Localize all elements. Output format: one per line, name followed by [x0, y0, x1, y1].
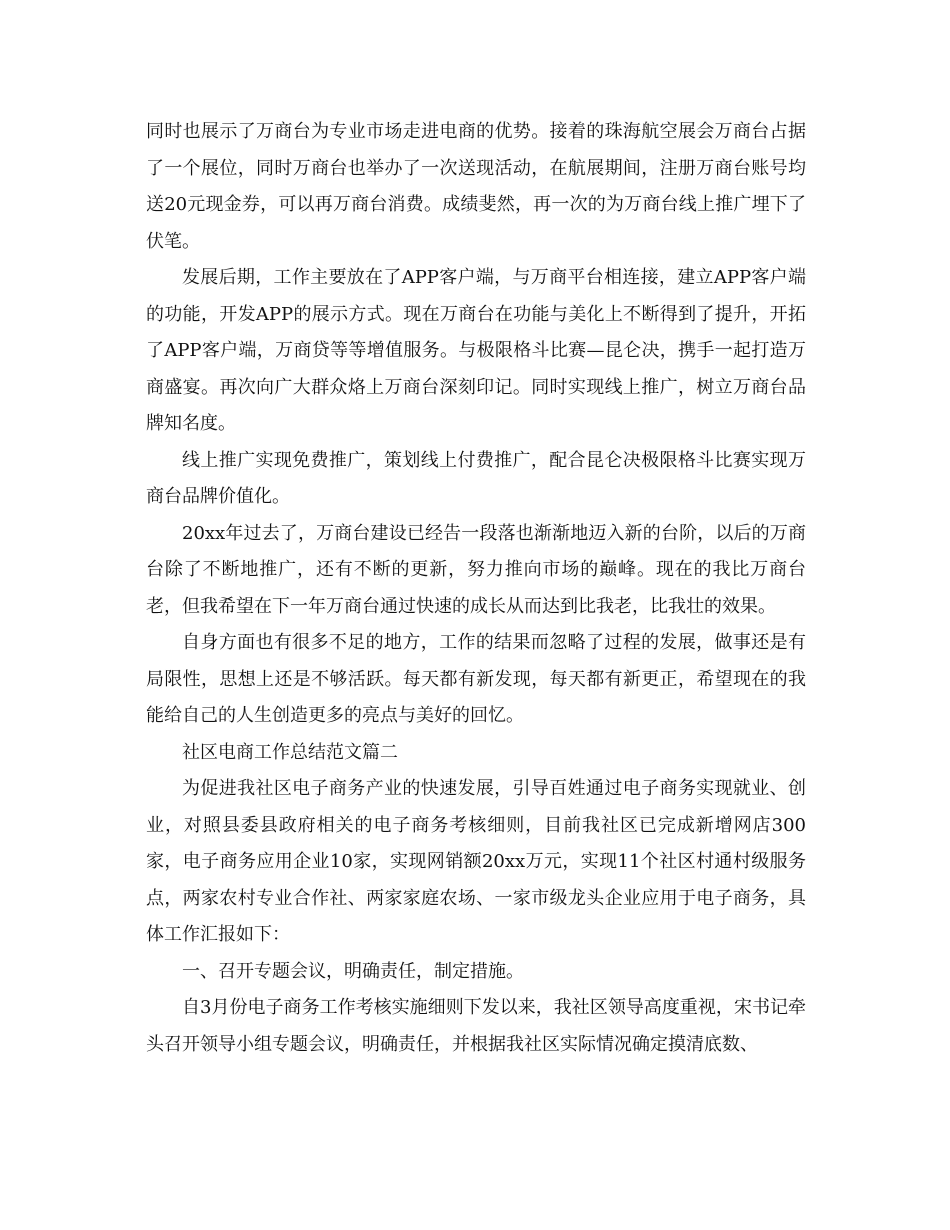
- paragraph: 自身方面也有很多不足的地方，工作的结果而忽略了过程的发展，做事还是有局限性，思想上还是不够活跃。每天都有新发现，每天都有新更正，希望现在的我能给自己的人生创造更多的亮点与美好的回忆。: [146, 632, 806, 726]
- paragraph: 为促进我社区电子商务产业的快速发展，引导百姓通过电子商务实现就业、创业，对照县委县政府相关的电子商务考核细则，目前我社区已完成新增网店300家，电子商务应用企业10家，实现网销额20xx万元，实现11个社区村通村级服务点，两家农村专业合作社、两家家庭农场、一家市级龙头企业应用于电子商务，具体工作汇报如下：: [146, 778, 806, 945]
- paragraph: 自3月份电子商务工作考核实施细则下发以来，我社区领导高度重视，宋书记牵头召开领导小组专题会议，明确责任，并根据我社区实际情况确定摸清底数、: [146, 997, 806, 1055]
- document-body: [146, 114, 806, 1063]
- subheading: 一、召开专题会议，明确责任，制定措施。: [182, 960, 524, 982]
- paragraph: 线上推广实现免费推广，策划线上付费推广，配合昆仑决极限格斗比赛实现万商台品牌价值化。: [146, 449, 806, 507]
- paragraph: 同时也展示了万商台为专业市场走进电商的优势。接着的珠海航空展会万商台占据了一个展位，同时万商台也举办了一次送现活动，在航展期间，注册万商台账号均送20元现金券，可以再万商台消费。成绩斐然，再一次的为万商台线上推广埋下了伏笔。: [146, 121, 806, 252]
- section-heading: 社区电商工作总结范文篇二: [182, 741, 398, 763]
- paragraph: 发展后期，工作主要放在了APP客户端，与万商平台相连接，建立APP客户端的功能，开发APP的展示方式。现在万商台在功能与美化上不断得到了提升，开拓了APP客户端，万商贷等等增值服务。与极限格斗比赛—昆仑决，携手一起打造万商盛宴。再次向广大群众烙上万商台深刻印记。同时实现线上推广，树立万商台品牌知名度。: [146, 267, 806, 434]
- paragraph: 20xx年过去了，万商台建设已经告一段落也渐渐地迈入新的台阶，以后的万商台除了不断地推广，还有不断的更新，努力推向市场的巅峰。现在的我比万商台老，但我希望在下一年万商台通过快速的成长从而达到比我老，比我壮的效果。: [146, 522, 806, 617]
